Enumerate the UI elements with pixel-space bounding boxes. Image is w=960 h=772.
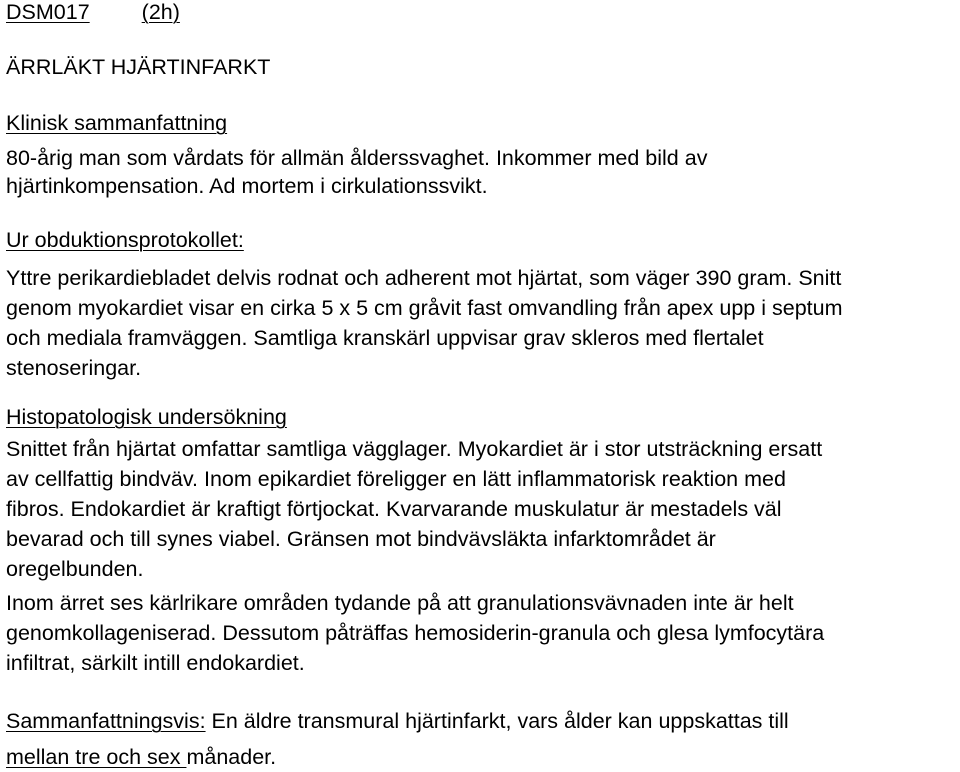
- histopathology-line: genomkollageniserad. Dessutom påträffas hemosiderin-granula och glesa lymfocytära: [6, 621, 825, 645]
- clinical-summary-heading-text: Klinisk sammanfattning: [6, 111, 228, 135]
- histopathology-line: fibros. Endokardiet är kraftigt förtjockat. Kvarvarande muskulatur är mestadels väl: [6, 497, 782, 521]
- autopsy-heading: [6, 227, 244, 253]
- autopsy-line: Yttre perikardiebladet delvis rodnat och adherent mot hjärtat, som väger 390 gram. Snitt: [6, 266, 842, 290]
- histopathology-line: av cellfattig bindväv. Inom epikardiet föreligger en lätt inflammatorisk reaktion med: [6, 467, 786, 491]
- autopsy-line: genom myokardiet visar en cirka 5 x 5 cm gråvit fast omvandling från apex upp i septum: [6, 296, 843, 320]
- clinical-summary-text: [6, 143, 707, 201]
- conclusion-text: En äldre transmural hjärtinfarkt, vars ålder kan uppskattas till: [205, 709, 789, 733]
- histopathology-line: infiltrat, särkilt intill endokardiet.: [6, 651, 305, 675]
- conclusion-label: Sammanfattningsvis:: [6, 709, 206, 733]
- autopsy-text: [6, 263, 843, 383]
- histopathology-paragraph-2: [6, 588, 824, 678]
- conclusion-line-1: [6, 706, 789, 736]
- histopathology-paragraph-1: [6, 434, 822, 584]
- histopathology-heading: [6, 404, 287, 430]
- histopathology-line: oregelbunden.: [6, 557, 144, 581]
- histopathology-line: Snittet från hjärtat omfattar samtliga vägglager. Myokardiet är i stor utsträckning ersatt: [6, 437, 823, 461]
- conclusion-line-2: [6, 742, 276, 772]
- document-title: ÄRRLÄKT HJÄRTINFARKT: [6, 55, 271, 79]
- clinical-summary-line: 80-årig man som vårdats för allmän ålderssvaghet. Inkommer med bild av: [6, 146, 708, 170]
- histopathology-line: bevarad och till synes viabel. Gränsen mot bindvävsläkta infarktområdet är: [6, 527, 716, 551]
- conclusion-duration-rest: månader.: [186, 745, 277, 769]
- conclusion-duration-underlined: mellan tre och sex: [6, 745, 187, 769]
- histopathology-line: Inom ärret ses kärlrikare områden tydande på att granulationsvävnaden inte är helt: [6, 591, 794, 615]
- histopathology-heading-text: Histopatologisk undersökning: [6, 405, 287, 429]
- document-header: [6, 0, 180, 25]
- autopsy-line: och mediala framväggen. Samtliga kranskärl uppvisar grav skleros med flertalet: [6, 326, 764, 350]
- document-code: DSM017 (2h): [6, 0, 180, 24]
- clinical-summary-line: hjärtinkompensation. Ad mortem i cirkulationssvikt.: [6, 174, 488, 198]
- autopsy-line: stenoseringar.: [6, 356, 142, 380]
- autopsy-heading-text: Ur obduktionsprotokollet:: [6, 228, 244, 252]
- clinical-summary-heading: [6, 110, 227, 136]
